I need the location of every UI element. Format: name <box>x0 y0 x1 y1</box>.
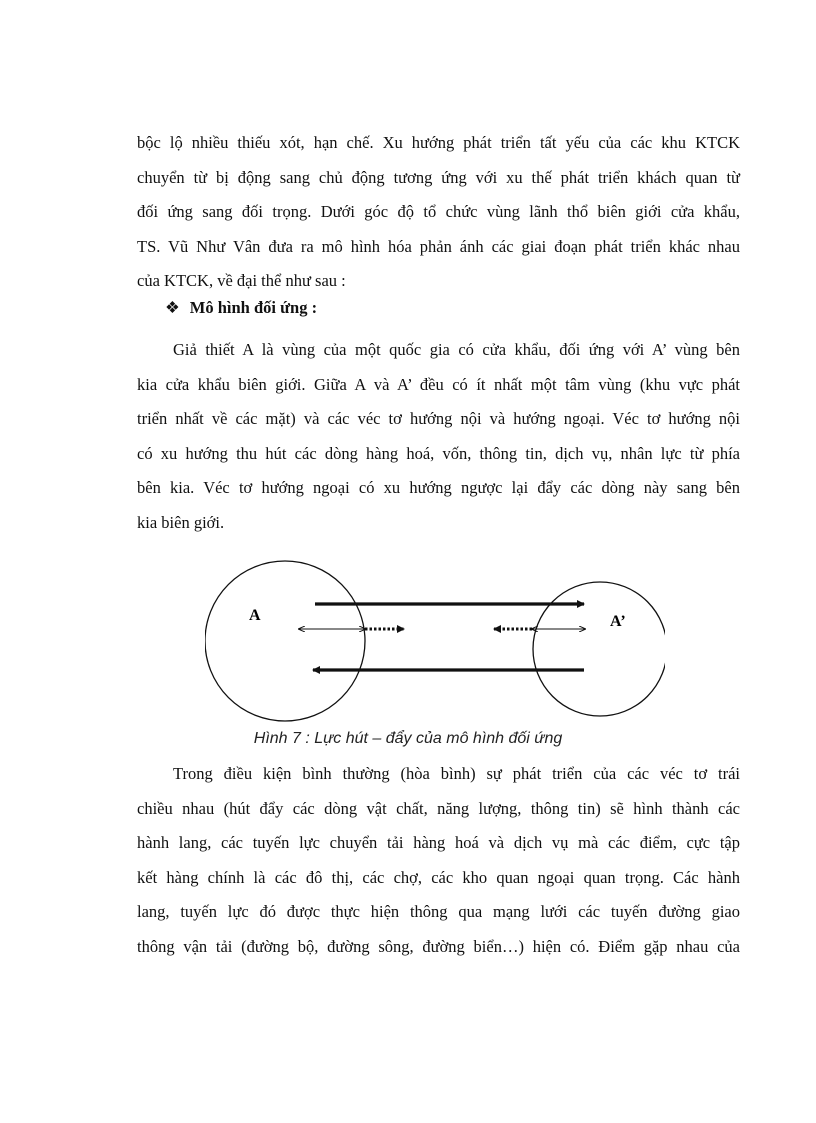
text-line: đối ứng sang đối trọng. Dưới góc độ tổ chức vùng lãnh thổ biên giới cửa khẩu, <box>137 202 740 221</box>
text-line: kết hàng chính là các đô thị, các chợ, các kho quan ngoại quan trọng. Các hành <box>137 867 740 887</box>
paragraph-intro <box>137 126 740 299</box>
text-line: bộc lộ nhiều thiếu xót, hạn chế. Xu hướng phát triển tất yếu của các khu KTCK <box>137 133 740 152</box>
text-line: chiều nhau (hút đẩy các dòng vật chất, năng lượng, thông tin) sẽ hình thành các <box>137 798 740 818</box>
text-line: lang, tuyến lực đó được thực hiện thông qua mạng lưới các tuyến đường giao <box>137 902 740 921</box>
text-line: bên kia. Véc tơ hướng ngoại có xu hướng ngược lại đẩy các dòng này sang bên <box>137 478 740 497</box>
section-heading <box>165 298 317 318</box>
region-a-circle <box>205 561 365 721</box>
text-line: Giả thiết A là vùng của một quốc gia có cửa khẩu, đối ứng với A’ vùng bên <box>173 340 740 359</box>
region-a-prime-label: A’ <box>610 613 626 630</box>
diamond-bullet-icon: ❖ <box>165 298 180 317</box>
text-line: kia cửa khẩu biên giới. Giữa A và A’ đều có ít nhất một tâm vùng (khu vực phát <box>137 374 740 394</box>
paragraph-conditions <box>137 757 740 964</box>
figure-caption: Hình 7 : Lực hút – đẩy của mô hình đối ứng <box>253 730 563 747</box>
text-line: có xu hướng thu hút các dòng hàng hoá, vốn, thông tin, dịch vụ, nhân lực từ phía <box>137 443 740 463</box>
text-line: kia biên giới. <box>137 512 225 532</box>
paragraph-model-description <box>137 333 740 540</box>
section-heading-label: Mô hình đối ứng : <box>189 298 318 317</box>
text-line: hành lang, các tuyến lực chuyển tải hàng hoá và dịch vụ mà các điểm, cực tập <box>137 833 740 852</box>
text-line: của KTCK, về đại thể như sau : <box>137 271 346 290</box>
text-line: triển nhất về các mặt) và các véc tơ hướng nội và hướng ngoại. Véc tơ hướng nội <box>137 409 740 428</box>
region-a-label: A <box>249 607 261 624</box>
region-a-prime-circle <box>533 582 665 716</box>
text-line: TS. Vũ Như Vân đưa ra mô hình hóa phản ánh các giai đoạn phát triển khác nhau <box>137 236 740 256</box>
counter-model-diagram <box>205 557 665 729</box>
text-line: chuyển từ bị động sang chủ động tương ứng với xu thế phát triển khách quan từ <box>137 167 740 187</box>
text-line: thông vận tải (đường bộ, đường sông, đường biển…) hiện có. Điểm gặp nhau của <box>137 936 740 956</box>
text-line: Trong điều kiện bình thường (hòa bình) sự phát triển của các véc tơ trái <box>173 764 740 783</box>
